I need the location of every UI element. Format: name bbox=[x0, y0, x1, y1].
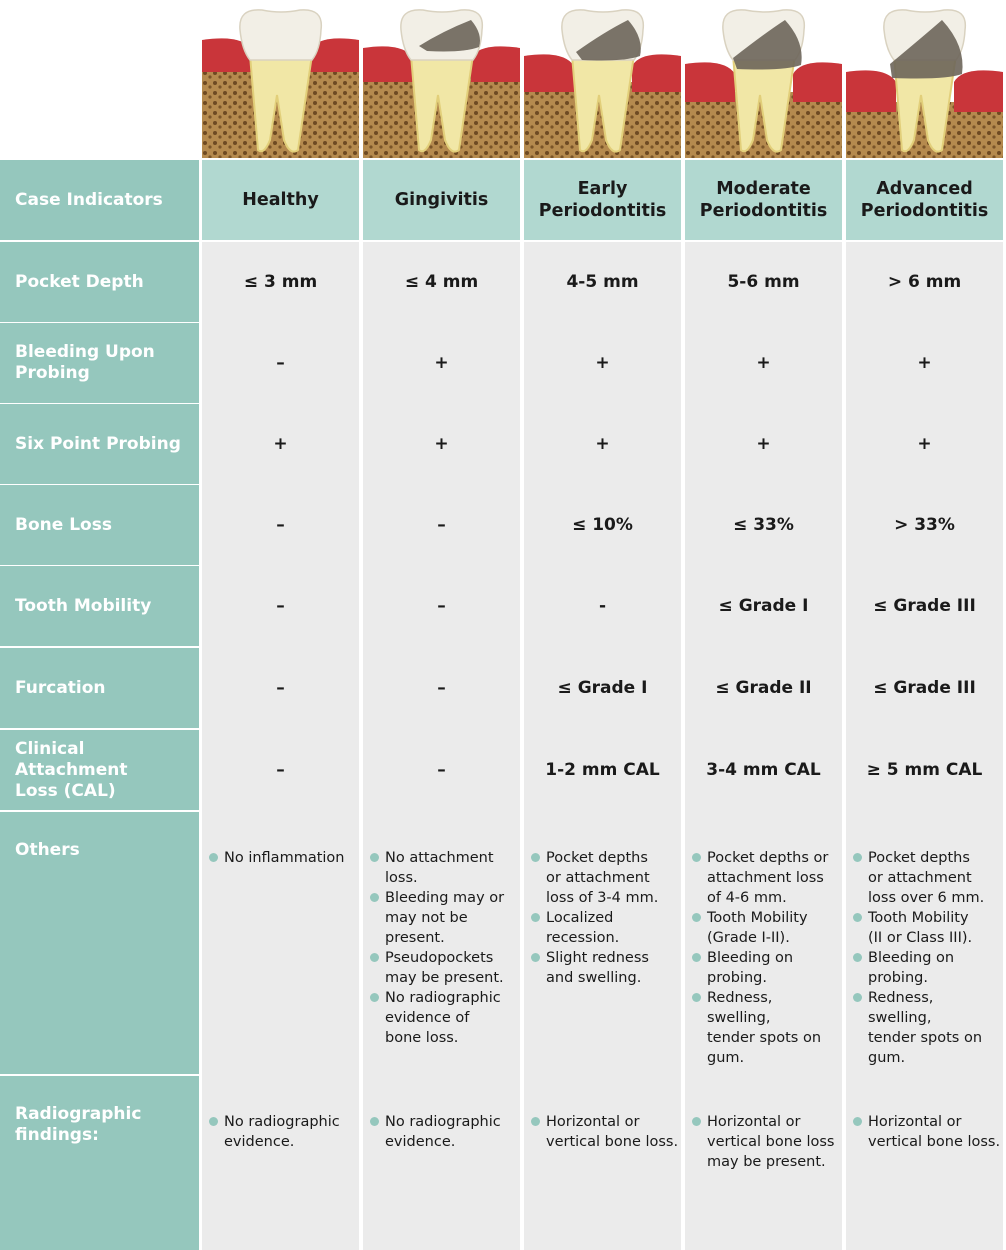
list-item-text: No inflammation bbox=[224, 850, 345, 866]
row-value: – bbox=[437, 760, 446, 780]
tooth-early-periodontitis-icon bbox=[524, 0, 681, 158]
list-item bbox=[691, 988, 840, 1068]
radiographic-list bbox=[530, 1112, 679, 1152]
tooth-moderate-periodontitis-icon bbox=[685, 0, 842, 158]
list-item bbox=[852, 908, 1001, 948]
stage-header: Moderate Periodontitis bbox=[685, 160, 842, 240]
list-item-text: Horizontal or vertical bone loss. bbox=[868, 1114, 1001, 1150]
row-value: – bbox=[276, 515, 285, 535]
others-list bbox=[530, 848, 679, 988]
list-item bbox=[369, 988, 518, 1048]
list-item bbox=[369, 1112, 518, 1152]
list-item bbox=[530, 1112, 679, 1152]
bullet-icon bbox=[370, 953, 379, 962]
row-value: ≤ Grade II bbox=[715, 678, 812, 698]
list-item-text: Pocket depths or attachment loss of 3-4 mm. bbox=[546, 850, 659, 906]
list-item bbox=[691, 1112, 840, 1172]
row-value: + bbox=[756, 434, 771, 454]
list-item-text: Slight redness and swelling. bbox=[546, 950, 649, 986]
row-value: 5-6 mm bbox=[727, 272, 800, 292]
others-list bbox=[369, 848, 518, 1048]
stage-header: Healthy bbox=[202, 160, 359, 240]
row-value: ≤ 4 mm bbox=[404, 272, 479, 292]
bullet-icon bbox=[853, 1117, 862, 1126]
list-item-text: Pocket depths or attachment loss over 6 mm. bbox=[868, 850, 985, 906]
stage-header: Advanced Periodontitis bbox=[846, 160, 1003, 240]
others-list bbox=[691, 848, 840, 1068]
others-list bbox=[852, 848, 1001, 1068]
row-value: – bbox=[276, 760, 285, 780]
radiographic-list bbox=[369, 1112, 518, 1152]
row-value: 1-2 mm CAL bbox=[545, 760, 660, 780]
bullet-icon bbox=[692, 953, 701, 962]
list-item bbox=[691, 948, 840, 988]
list-item bbox=[852, 988, 1001, 1068]
list-item-text: Horizontal or vertical bone loss may be present. bbox=[707, 1114, 835, 1170]
row-label: Bleeding Upon Probing bbox=[0, 323, 199, 403]
radiographic-list bbox=[852, 1112, 1001, 1152]
bullet-icon bbox=[531, 953, 540, 962]
others-list bbox=[208, 848, 357, 868]
case-indicators-header bbox=[0, 160, 199, 240]
stage-header: Gingivitis bbox=[363, 160, 520, 240]
radiographic-list bbox=[208, 1112, 357, 1152]
stage-column-bg bbox=[685, 242, 842, 1250]
row-value: ≤ 33% bbox=[733, 515, 794, 535]
list-item-text: Bleeding on probing. bbox=[707, 950, 794, 986]
radiographic-label: Radiographic findings: bbox=[0, 1076, 199, 1250]
list-item-text: Redness, swelling, tender spots on gum. bbox=[868, 990, 983, 1066]
tooth-illustration-row bbox=[0, 0, 1006, 160]
stage-column-bg bbox=[202, 242, 359, 1250]
bullet-icon bbox=[853, 853, 862, 862]
list-item-text: Bleeding on probing. bbox=[868, 950, 955, 986]
row-value: – bbox=[437, 515, 446, 535]
row-label: Six Point Probing bbox=[0, 404, 199, 484]
row-value: > 6 mm bbox=[887, 272, 962, 292]
list-item-text: Horizontal or vertical bone loss. bbox=[546, 1114, 679, 1150]
stage-column-bg bbox=[363, 242, 520, 1250]
tooth-healthy-icon bbox=[202, 0, 359, 158]
row-value: + bbox=[595, 353, 610, 373]
row-value: 4-5 mm bbox=[566, 272, 639, 292]
bullet-icon bbox=[370, 893, 379, 902]
row-label: Clinical Attachment Loss (CAL) bbox=[0, 730, 199, 810]
stage-header: Early Periodontitis bbox=[524, 160, 681, 240]
row-value: ≤ 10% bbox=[572, 515, 633, 535]
list-item-text: No attachment loss. bbox=[385, 850, 494, 886]
list-item-text: Pocket depths or attachment loss of 4-6 mm. bbox=[707, 850, 829, 906]
stage-column-bg bbox=[846, 242, 1003, 1250]
list-item bbox=[530, 948, 679, 988]
bullet-icon bbox=[370, 853, 379, 862]
list-item-text: No radiographic evidence. bbox=[385, 1114, 501, 1150]
list-item-text: Tooth Mobility (Grade I-II). bbox=[707, 910, 808, 946]
row-value: ≤ Grade I bbox=[557, 678, 648, 698]
list-item-text: No radiographic evidence of bone loss. bbox=[385, 990, 501, 1046]
row-value: + bbox=[434, 434, 449, 454]
stage-column-bg bbox=[524, 242, 681, 1250]
tooth-gingivitis-icon bbox=[363, 0, 520, 158]
row-value: + bbox=[917, 434, 932, 454]
periodontal-table bbox=[0, 160, 1006, 1250]
bullet-icon bbox=[209, 853, 218, 862]
bullet-icon bbox=[853, 993, 862, 1002]
row-value: + bbox=[595, 434, 610, 454]
list-item bbox=[208, 848, 357, 868]
bullet-icon bbox=[531, 913, 540, 922]
list-item bbox=[852, 948, 1001, 988]
bullet-icon bbox=[692, 913, 701, 922]
row-value: – bbox=[437, 678, 446, 698]
bullet-icon bbox=[370, 993, 379, 1002]
list-item-text: Redness, swelling, tender spots on gum. bbox=[707, 990, 822, 1066]
list-item bbox=[691, 848, 840, 908]
list-item bbox=[369, 888, 518, 948]
list-item bbox=[691, 908, 840, 948]
bullet-icon bbox=[692, 853, 701, 862]
radiographic-list bbox=[691, 1112, 840, 1172]
row-value: – bbox=[276, 353, 285, 373]
bullet-icon bbox=[692, 993, 701, 1002]
row-value: ≤ Grade III bbox=[873, 678, 976, 698]
list-item bbox=[208, 1112, 357, 1152]
row-value: 3-4 mm CAL bbox=[706, 760, 821, 780]
bullet-icon bbox=[531, 853, 540, 862]
row-label: Furcation bbox=[0, 648, 199, 728]
row-value: + bbox=[756, 353, 771, 373]
row-value: ≤ 3 mm bbox=[243, 272, 318, 292]
bullet-icon bbox=[531, 1117, 540, 1126]
list-item bbox=[530, 908, 679, 948]
row-value: ≤ Grade III bbox=[873, 596, 976, 616]
list-item-text: Pseudopockets may be present. bbox=[385, 950, 504, 986]
row-value: – bbox=[437, 596, 446, 616]
bullet-icon bbox=[853, 913, 862, 922]
tooth-advanced-periodontitis-icon bbox=[846, 0, 1003, 158]
list-item bbox=[852, 848, 1001, 908]
row-value: + bbox=[434, 353, 449, 373]
bullet-icon bbox=[209, 1117, 218, 1126]
list-item-text: Localized recession. bbox=[546, 910, 620, 946]
row-label: Tooth Mobility bbox=[0, 566, 199, 646]
row-value: - bbox=[598, 596, 607, 616]
row-label: Bone Loss bbox=[0, 485, 199, 565]
bullet-icon bbox=[692, 1117, 701, 1126]
row-value: ≤ Grade I bbox=[718, 596, 809, 616]
list-item-text: Bleeding may or may not be present. bbox=[385, 890, 505, 946]
list-item bbox=[530, 848, 679, 908]
row-value: ≥ 5 mm CAL bbox=[866, 760, 983, 780]
row-value: – bbox=[276, 678, 285, 698]
row-value: > 33% bbox=[894, 515, 955, 535]
row-label: Pocket Depth bbox=[0, 242, 199, 322]
bullet-icon bbox=[853, 953, 862, 962]
row-value: – bbox=[276, 596, 285, 616]
row-value: + bbox=[917, 353, 932, 373]
others-label: Others bbox=[0, 812, 199, 1074]
list-item bbox=[369, 948, 518, 988]
list-item-text: No radiographic evidence. bbox=[224, 1114, 340, 1150]
case-indicators-label: Case Indicators bbox=[15, 189, 163, 210]
list-item bbox=[369, 848, 518, 888]
row-value: + bbox=[273, 434, 288, 454]
list-item-text: Tooth Mobility (II or Class III). bbox=[868, 910, 973, 946]
list-item bbox=[852, 1112, 1001, 1152]
bullet-icon bbox=[370, 1117, 379, 1126]
